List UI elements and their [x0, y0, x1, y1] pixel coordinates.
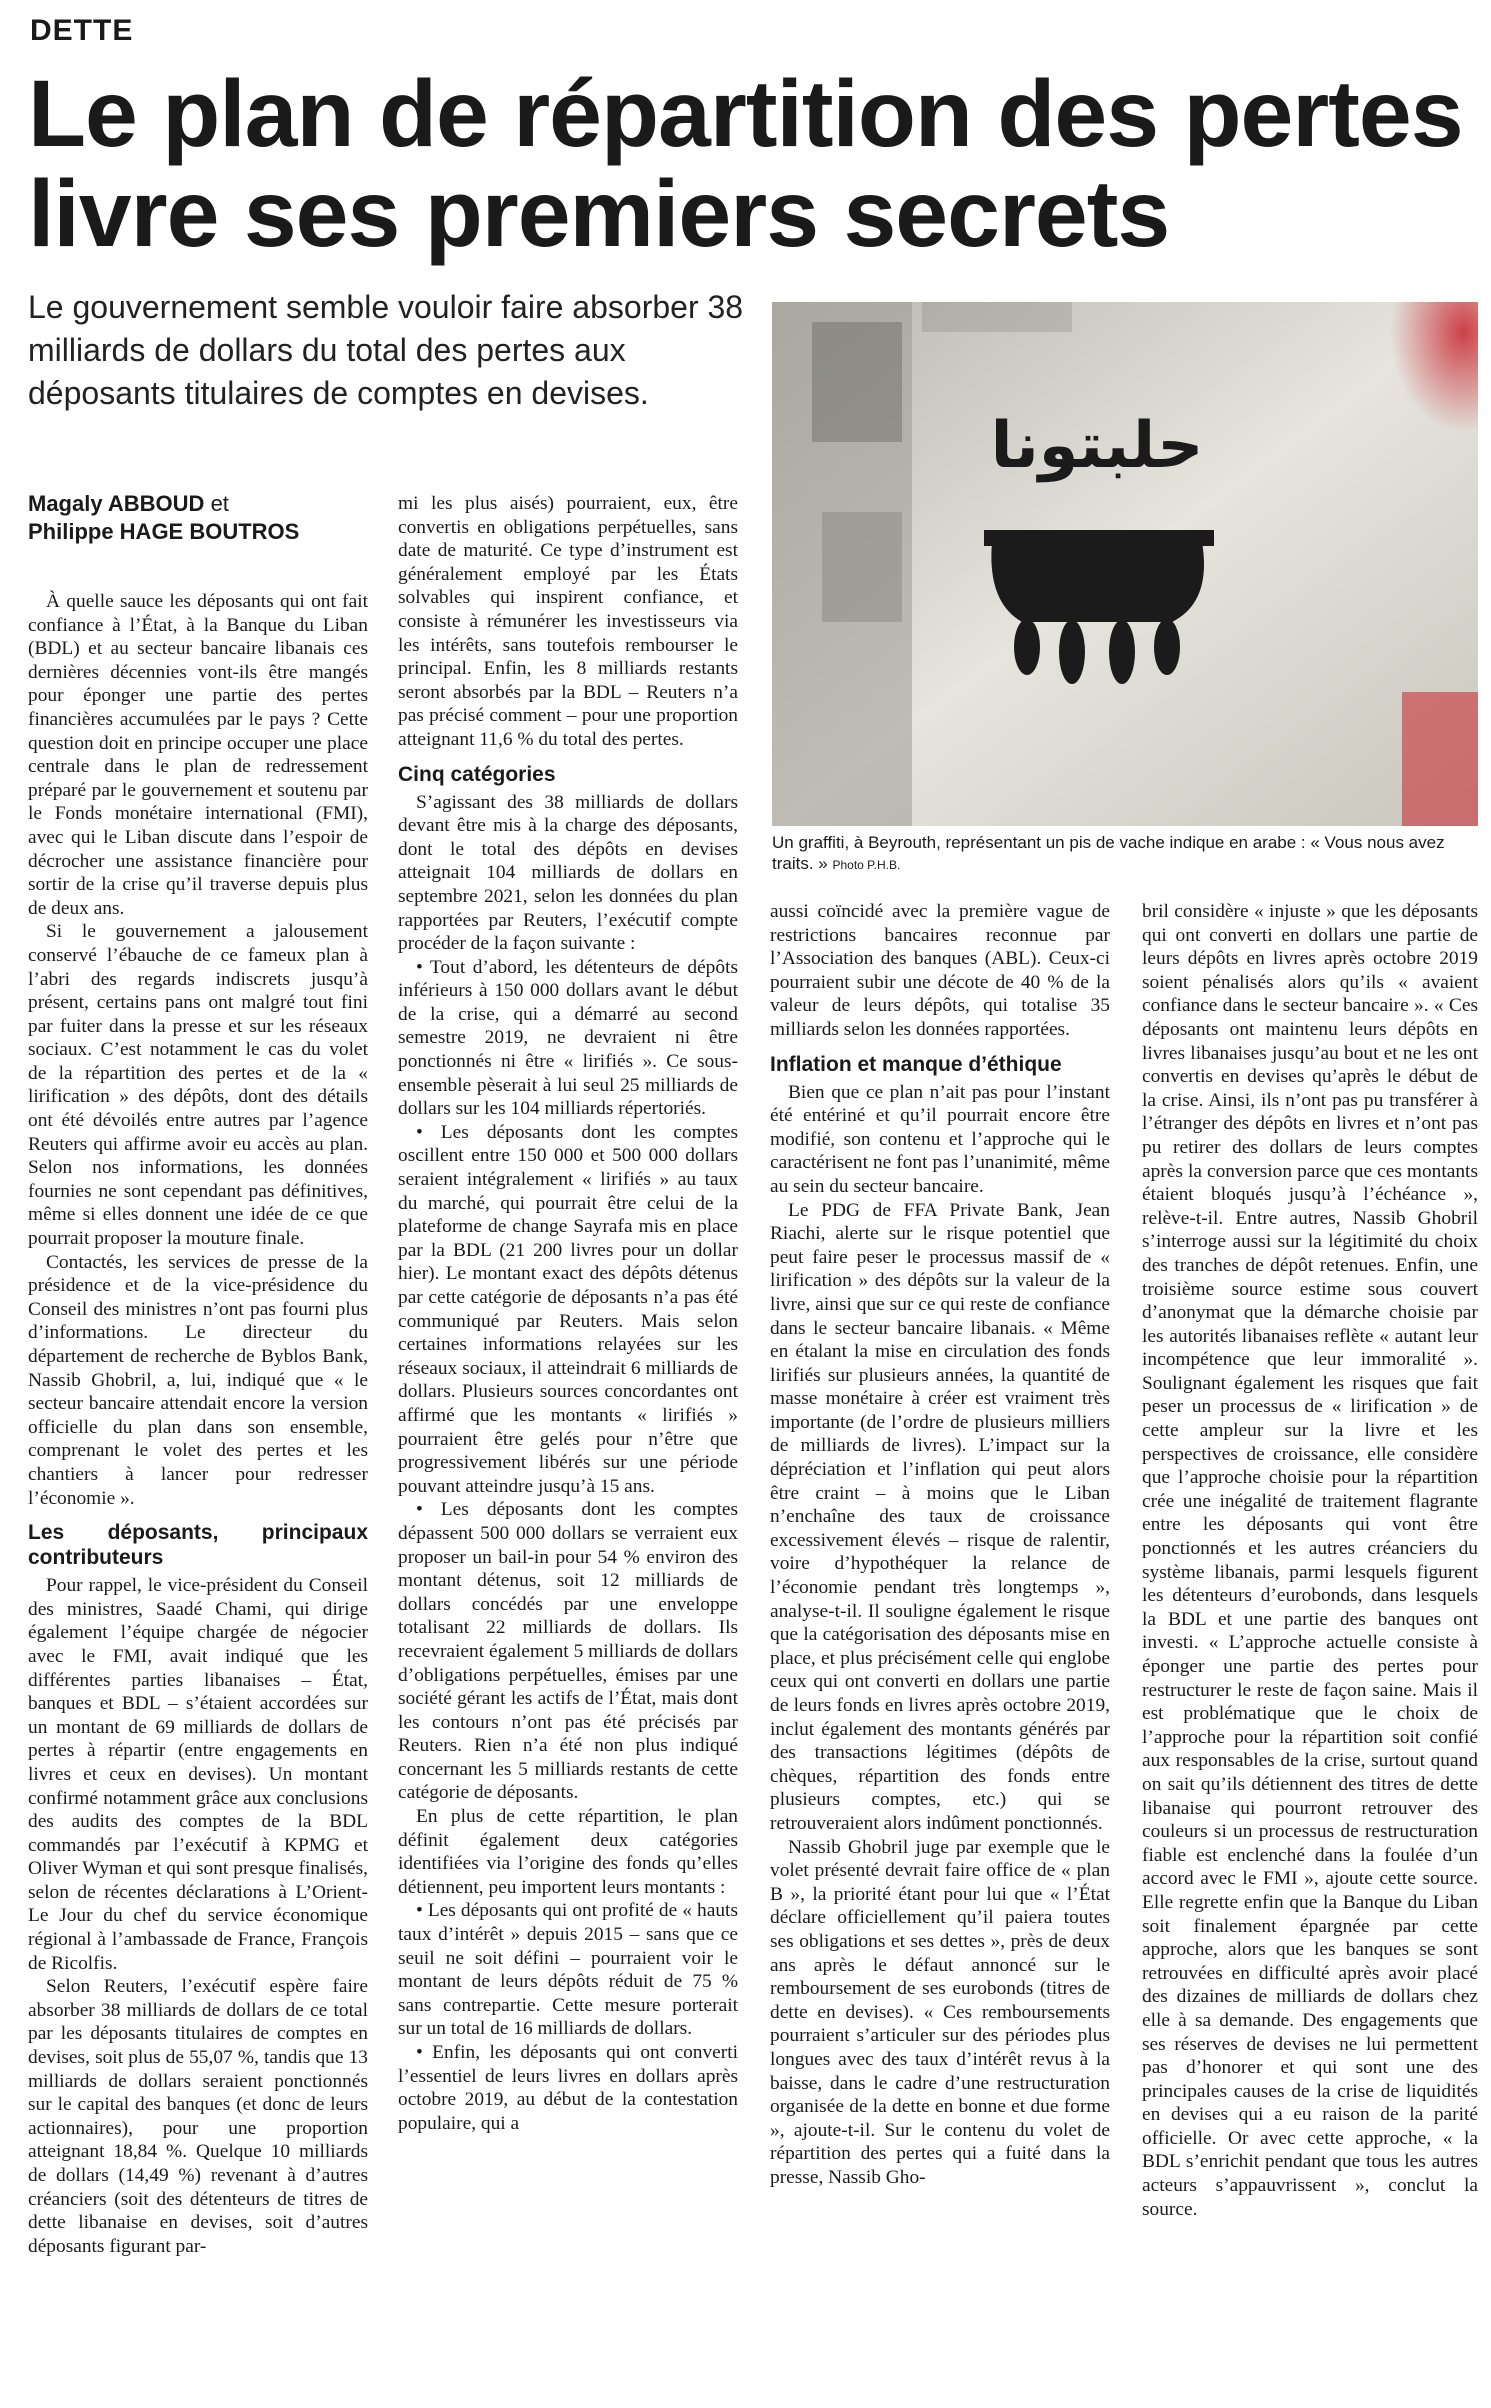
paragraph: • Tout d’abord, les détenteurs de dépôts inférieurs à 150 000 dollars avant le début de la crise, qui a démarré au second semestre 2019, ne devraient ni être ponctionnés ni être « lirifiés ». Ce sous-ensemble pèserait à lui seul 25 milliards de dollars sur les 104 milliards répertoriés.: [398, 956, 738, 1120]
paragraph: À quelle sauce les déposants qui ont fait confiance à l’État, à la Banque du Liban (BDL) et au secteur bancaire libanais ces dernières décennies vont-ils être mangés pour éponger une partie des pertes financières accumulées par le pays ? Cette question doit en principe occuper une place centrale dans le plan de redressement préparé par le gouvernement et soutenu par le Fonds monétaire international (FMI), avec qui le Liban discute dans l’espoir de décrocher une assistance financière pour sortir de la crise qu’il traverse depuis plus de deux ans.: [28, 591, 368, 919]
paragraph: Si le gouvernement a jalousement conservé l’ébauche de ce fameux plan à l’abri des regards indiscrets jusqu’à présent, certains pans ont malgré tout fini par fuiter dans la presse et sur les réseaux sociaux. C’est notamment le cas du volet de la répartition des pertes et de la « lirification » des dépôts, dont des détails ont été dévoilés entre autres par l’agence Reuters qui affirme avoir eu accès au plan. Selon nos informations, les données fournies ne sont cependant pas définitives, même si elles donnent une idée de ce que pourrait proposer la mouture finale.: [28, 921, 368, 1250]
subheading: Inflation et manque d’éthique: [770, 1052, 1062, 1076]
paragraph: Bien que ce plan n’ait pas pour l’instant été entériné et qu’il pourrait encore être modifié, son contenu et l’approche qui le caractérisent ne font pas l’unanimité, même au sein du secteur bancaire.: [770, 1081, 1110, 1197]
paragraph: bril considère « injuste » que les déposants qui ont converti en dollars une partie de leurs dépôts en livres après octobre 2019 soient pénalisés alors qu’ils « avaient confiance dans le secteur bancaire ». « Ces déposants ont maintenu leurs dépôts en livres libanaises jusqu’au bout et ne les ont convertis en devises qu’après le début de la crise. Ainsi, ils n’ont pas pu transférer à l’étranger des dépôts en livres et n’ont pas pu retirer des dollars de leurs comptes après la conversion parce que ces montants étaient bloqués jusqu’à l’échéance », relève-t-il. Entre autres, Nassib Ghobril s’interroge aussi sur la légitimité du choix des tranches de dépôt retenues. Enfin, une troisième source estime sous couvert d’anonymat que la démarche choisie par les autorités libanaises reflète « autant leur incompétence que leur immoralité ». Soulignant également les risques que fait peser un processus de « lirification » de cette ampleur sur la livre et les perspectives de croissance, elle considère que l’approche choisie pour la répartition crée une inégalité de traitement flagrante entre les déposants qui vont être ponctionnés et les autres créanciers du système libanais, parmi lesquels figurent les détenteurs d’eurobonds, dans lesquels la BDL et une partie des banques ont investi. « L’approche actuelle consiste à éponger une partie des pertes pour restructurer le reste de façon saine. Mais il est problématique que le choix de l’approche pour la répartition soit confié aux responsables de la crise, surtout quand on sait qu’ils détiennent des titres de dette libanaise qui pourront retrouver des couleurs si un processus de restructuration fiable est enclenché dans la foulée d’un accord avec le FMI », ajoute cette source. Elle regrette enfin que la Banque du Liban soit finalement épargnée par cette approche, alors que les banques se sont retrouvées en difficulté après avoir placé des dizaines de milliards de dollars chez elle à sa demande. Des engagements que ses réserves de devises ne lui permettent pas d’honorer et qui sont une des principales causes de la crise de liquidités en devises qui a eu raison de la parité officielle. Or avec cette approche, « la BDL s’enrichit pendant que tous les autres acteurs s’appauvrissent », conclut la source.: [1142, 901, 1478, 2220]
photo-caption: [772, 832, 1478, 876]
section-label: DETTE: [30, 14, 134, 47]
paragraph: Contactés, les services de presse de la présidence et de la vice-présidence du Conseil des ministres n’ont pas fourni plus d’informations. Le directeur du département de recherche de Byblos Bank, Nassib Ghobril, a, lui, indiqué que « le secteur bancaire attendait encore la version officielle du plan dans son ensemble, comprenant le volet des pertes et les chantiers à lancer pour redresser l’économie ».: [28, 1251, 368, 1509]
article-column-4: [1142, 900, 1478, 2221]
paragraph: mi les plus aisés) pourraient, eux, être convertis en obligations perpétuelles, sans date de maturité. Ce type d’instrument est généralement employé par les États solvables qui inspirent confiance, et consiste à rémunérer les investisseurs via les intérêts, sans toutefois rembourser le principal. Enfin, les 8 milliards restants seront absorbés par la BDL – Reuters n’a pas précisé comment – pour une proportion atteignant 11,6 % du total des pertes.: [398, 493, 738, 750]
paragraph: Le PDG de FFA Private Bank, Jean Riachi, alerte sur le risque potentiel que peut faire peser le processus massif de « lirification » des dépôts sur la valeur de la livre, ainsi que sur ce qui reste de confiance dans le secteur bancaire libanais. « Même en étalant la mise en circulation des fonds lirifiés sur plusieurs années, la quantité de masse monétaire à créer est vraiment très importante (de l’ordre de plusieurs milliers de milliards de livres). L’impact sur la dépréciation et l’inflation qui peut alors être craint – à moins que le Liban n’enchaîne des taux de croissance excessivement élevés – risque de ralentir, voire d’hypothéquer la relance de l’économie pendant très longtemps », analyse-t-il. Il souligne également le risque que la catégorisation des déposants mise en place, et plus précisément celle qui englobe ceux qui ont converti en dollars une partie de leurs fonds en livres après octobre 2019, inclut également des montants générés par des transactions légitimes (dépôts de chèques, répartition des fonds entre plusieurs comptes, etc.) qui se retrouveraient alors indûment ponctionnés.: [770, 1199, 1110, 1834]
deck-subtitle: Le gouvernement semble vouloir faire absorber 38 milliards de dollars du total des pertes aux déposants titulaires de comptes en devises.: [28, 289, 744, 411]
paragraph: • Enfin, les déposants qui ont converti l’essentiel de leurs livres en dollars après octobre 2019, au début de la contestation populaire, qui a: [398, 2042, 738, 2134]
paragraph: En plus de cette répartition, le plan définit également deux catégories identifiées via l’origine des fonds qu’elles détiennent, peu importent leurs montants :: [398, 1806, 738, 1898]
caption-text: Un graffiti, à Beyrouth, représentant un pis de vache indique en arabe : « Vous nous avez traits. »: [772, 833, 1445, 873]
byline-conjunction: et: [210, 491, 229, 516]
graffiti-arabic-text: حلبتونا: [990, 409, 1204, 483]
author-1: Magaly ABBOUD: [28, 491, 205, 516]
graffiti-illustration: [772, 302, 1478, 826]
author-2: Philippe HAGE BOUTROS: [28, 519, 300, 544]
paragraph: • Les déposants qui ont profité de « hauts taux d’intérêt » depuis 2015 – sans que ce seuil ne soit défini – pourraient voir le montant de leurs dépôts réduit de 75 % sans contrepartie. Cette mesure porterait sur un total de 16 milliards de dollars.: [398, 1900, 738, 2040]
paragraph: Nassib Ghobril juge par exemple que le volet présenté devrait faire office de « plan B », la priorité étant pour lui que « l’État déclare officiellement qu’il paiera toutes ses obligations et ses dettes », près de deux ans après le défaut annoncé sur le remboursement de ses eurobonds (titres de dette en devises). « Ces remboursements pourraient s’articuler sur des périodes plus longues avec des taux d’intérêt revus à la baisse, dans le cadre d’une restructuration organisée de la dette en bonne et due forme », ajoute-t-il. Sur le contenu du volet de répartition des pertes qui a fuité dans la presse, Nassib Gho-: [770, 1836, 1110, 2188]
paragraph: S’agissant des 38 milliards de dollars devant être mis à la charge des déposants, dont le total des dépôts en devises atteignait 104 milliards de dollars en septembre 2021, selon les données du plan rapportées par Reuters, l’exécutif compte procéder de la façon suivante :: [398, 791, 738, 955]
article-column-2: [398, 492, 738, 2135]
paragraph: Selon Reuters, l’exécutif espère faire absorber 38 milliards de dollars de ce total par les déposants titulaires de comptes en devises, soit plus de 55,07 %, tandis que 13 milliards de dollars seraient ponctionnés sur le capital des banques (et donc de leurs actionnaires), pour une proportion atteignant 18,84 %. Quelque 10 milliards de dollars (14,49 %) revenant à d’autres créanciers (soit des détenteurs de titres de dette libanaise en devises, soit d’autres déposants figurant par-: [28, 1976, 368, 2257]
paragraph: • Les déposants dont les comptes dépassent 500 000 dollars se verraient eux proposer un bail-in pour 54 % environ des montant détenus, soit 12 milliards de dollars concédés par une enveloppe totalisant 22 milliards de dollars. Ils recevraient également 5 milliards de dollars d’obligations perpétuelles, émises par une société gérant les actifs de l’État, mais dont les contours n’ont pas été précisés par Reuters. Rien n’a été non plus indiqué concernant les 5 milliards restants de cette catégorie de déposants.: [398, 1499, 738, 1804]
subheading: Les déposants, principaux contributeurs: [28, 1521, 368, 1570]
photo-credit: Photo P.H.B.: [832, 858, 901, 872]
paragraph: aussi coïncidé avec la première vague de restrictions bancaires reconnue par l’Association des banques (ABL). Ceux-ci pourraient subir une décote de 40 % de la valeur de leurs dépôts, qui totalise 35 milliards selon les données rapportées.: [770, 901, 1110, 1040]
article-column-1: [28, 590, 368, 2258]
paragraph: Pour rappel, le vice-président du Conseil des ministres, Saadé Chami, qui dirige également l’équipe chargée de négocier avec le FMI, avait indiqué que les différentes parties libanaises – État, banques et BDL – s’étaient accordées sur un montant de 69 milliards de dollars de pertes à répartir (entre engagements en livres et ceux en devises). Un montant confirmé notamment grâce aux conclusions des audits des comptes de la BDL commandés par l’exécutif à KPMG et Oliver Wyman et qui sont presque finalisés, selon de récentes déclarations à L’Orient-Le Jour du chef du service économique régional à l’ambassade de France, François de Ricolfis.: [28, 1575, 368, 1974]
headline: Le plan de répartition des pertes livre ses premiers secrets: [28, 61, 1463, 267]
article-column-3: [770, 900, 1110, 2189]
byline: [28, 490, 378, 546]
paragraph: • Les déposants dont les comptes oscillent entre 150 000 et 500 000 dollars seraient intégralement « lirifiés » au taux du marché, qui pourrait être celui de la plateforme de change Sayrafa mis en place par la BDL (21 200 livres pour un dollar hier). Le montant exact des dépôts détenus par cette catégorie de déposants n’a pas été communiqué par Reuters. Mais selon certaines informations relayées sur les réseaux sociaux, il atteindrait 6 milliards de dollars. Plusieurs sources concordantes ont affirmé que les montants « lirifiés » pourraient être gelés pour n’être que progressivement libérés sur une période pouvant atteindre jusqu’à 15 ans.: [398, 1121, 738, 1497]
subheading: Cinq catégories: [398, 762, 556, 786]
graffiti-photo: [772, 302, 1478, 826]
